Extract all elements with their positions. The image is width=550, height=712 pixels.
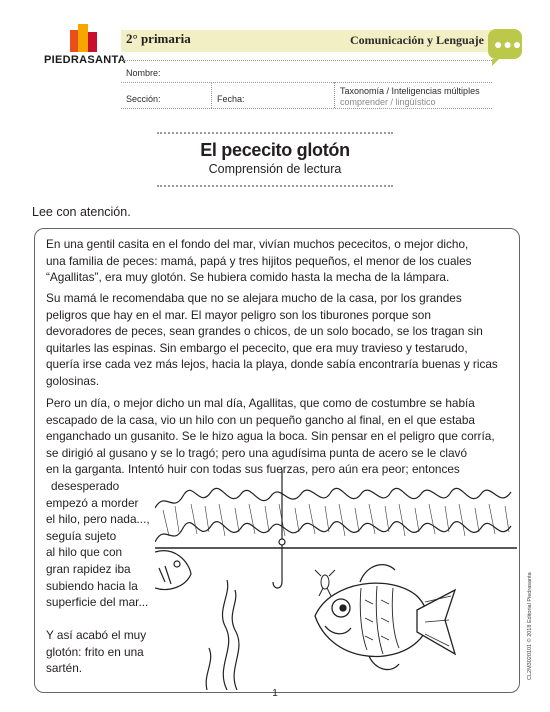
text-line: “Agallitas”, era muy glotón. Se hubiera comido hasta la mecha de la lámpara. — [46, 270, 450, 285]
instruction: Lee con atención. — [32, 205, 131, 219]
divider — [121, 60, 492, 61]
text-line: enganchado un gusanito. Se le hizo agua la boca. Sin pensar en el peligro que corría, — [46, 429, 495, 444]
divider — [121, 82, 492, 83]
section-label: Sección: — [126, 94, 161, 104]
publisher-logo — [44, 22, 124, 66]
chat-bubble-icon: ●●● — [488, 29, 522, 59]
divider — [121, 108, 492, 109]
text-line: se dirigió al gusano y se lo tragó; pero una agudísima punta de acero se le clavó — [46, 445, 468, 460]
hook-icon — [273, 470, 285, 588]
page-number: 1 — [272, 688, 278, 699]
story-paragraph-4 — [46, 627, 161, 677]
text-line: devoradores de peces, sean grandes o chicos, de un solo bocado, se los tragan sin — [46, 324, 483, 339]
fish-hook-illustration — [155, 470, 517, 690]
text-line: al hilo que con — [46, 545, 123, 560]
text-line: gran rapidez iba — [46, 561, 131, 576]
text-line: sartén. — [46, 661, 83, 676]
text-line: seguía sujeto — [46, 528, 117, 543]
big-fish-icon — [315, 565, 455, 670]
page-subtitle: Comprensión de lectura — [208, 162, 342, 176]
book-icon — [64, 22, 104, 52]
text-line: empezó a morder — [46, 495, 139, 510]
small-fish-icon — [155, 551, 191, 590]
text-line: quitarles las espinas. Sin embargo el pececito, que era muy travieso y testarudo, — [46, 340, 468, 355]
wave-hatching — [163, 504, 509, 536]
name-label: Nombre: — [126, 68, 161, 78]
text-line: peligros que hay en el mar. El mayor peligro son los tiburones porque son — [46, 307, 431, 322]
text-line: Pero un día, o mejor dicho un mal día, Agallitas, que como de costumbre se había — [46, 396, 475, 410]
text-line: escapado de la casa, vio un hilo con un pequeño gancho al final, en el que estaba — [46, 412, 475, 427]
date-label: Fecha: — [217, 94, 245, 104]
subject-label: Comunicación y Lenguaje — [349, 33, 484, 47]
text-line: Su mamá le recomendaba que no se alejara mucho de la casa, por los grandes — [46, 291, 462, 305]
text-line: golosinas. — [46, 373, 100, 388]
title-rule-bottom — [157, 185, 393, 187]
publisher-name: PIEDRASANTA — [44, 54, 126, 66]
text-line: una familia de peces: mamá, papá y tres hijitos pequeños, el menor de los cuales — [46, 253, 472, 268]
title-rule-top — [157, 132, 393, 134]
text-line: desesperado — [51, 479, 120, 493]
story-paragraph-1 — [46, 236, 508, 286]
text-line: el hilo, pero nada..., — [46, 512, 150, 527]
grade-label: 2° primaria — [126, 31, 191, 46]
divider — [334, 82, 335, 108]
story-paragraph-2 — [46, 290, 508, 390]
story-paragraph-3-continued — [46, 478, 166, 611]
wave-band — [155, 488, 517, 548]
document-code: CL2M3020101 © 2018 Editorial Piedrasanta — [527, 572, 533, 680]
text-line: Y así acabó el muy — [46, 628, 147, 642]
text-line: superficie del mar... — [46, 595, 149, 610]
text-line: quería irse cada vez más lejos, hacia la playa, donde sabía encontraría buenas y ricas — [46, 357, 498, 372]
text-line: subiendo hacia la — [46, 578, 138, 593]
text-line: en la garganta. Intentó huir con todas sus fuerzas, pero aún era peor; entonces — [46, 462, 460, 477]
text-line: glotón: frito en una — [46, 644, 144, 659]
story-paragraph-3 — [46, 395, 508, 478]
divider — [211, 82, 212, 108]
taxonomy-label: Taxonomía / Inteligencias múltiples — [340, 86, 480, 96]
worm-icon — [315, 570, 335, 596]
page-title: El pececito glotón — [200, 140, 350, 160]
seaweed-icon — [206, 580, 239, 690]
text-line: En una gentil casita en el fondo del mar, vivían muchos pececitos, o mejor dicho, — [46, 237, 469, 251]
taxonomy-value: comprender / lingüístico — [340, 97, 436, 107]
